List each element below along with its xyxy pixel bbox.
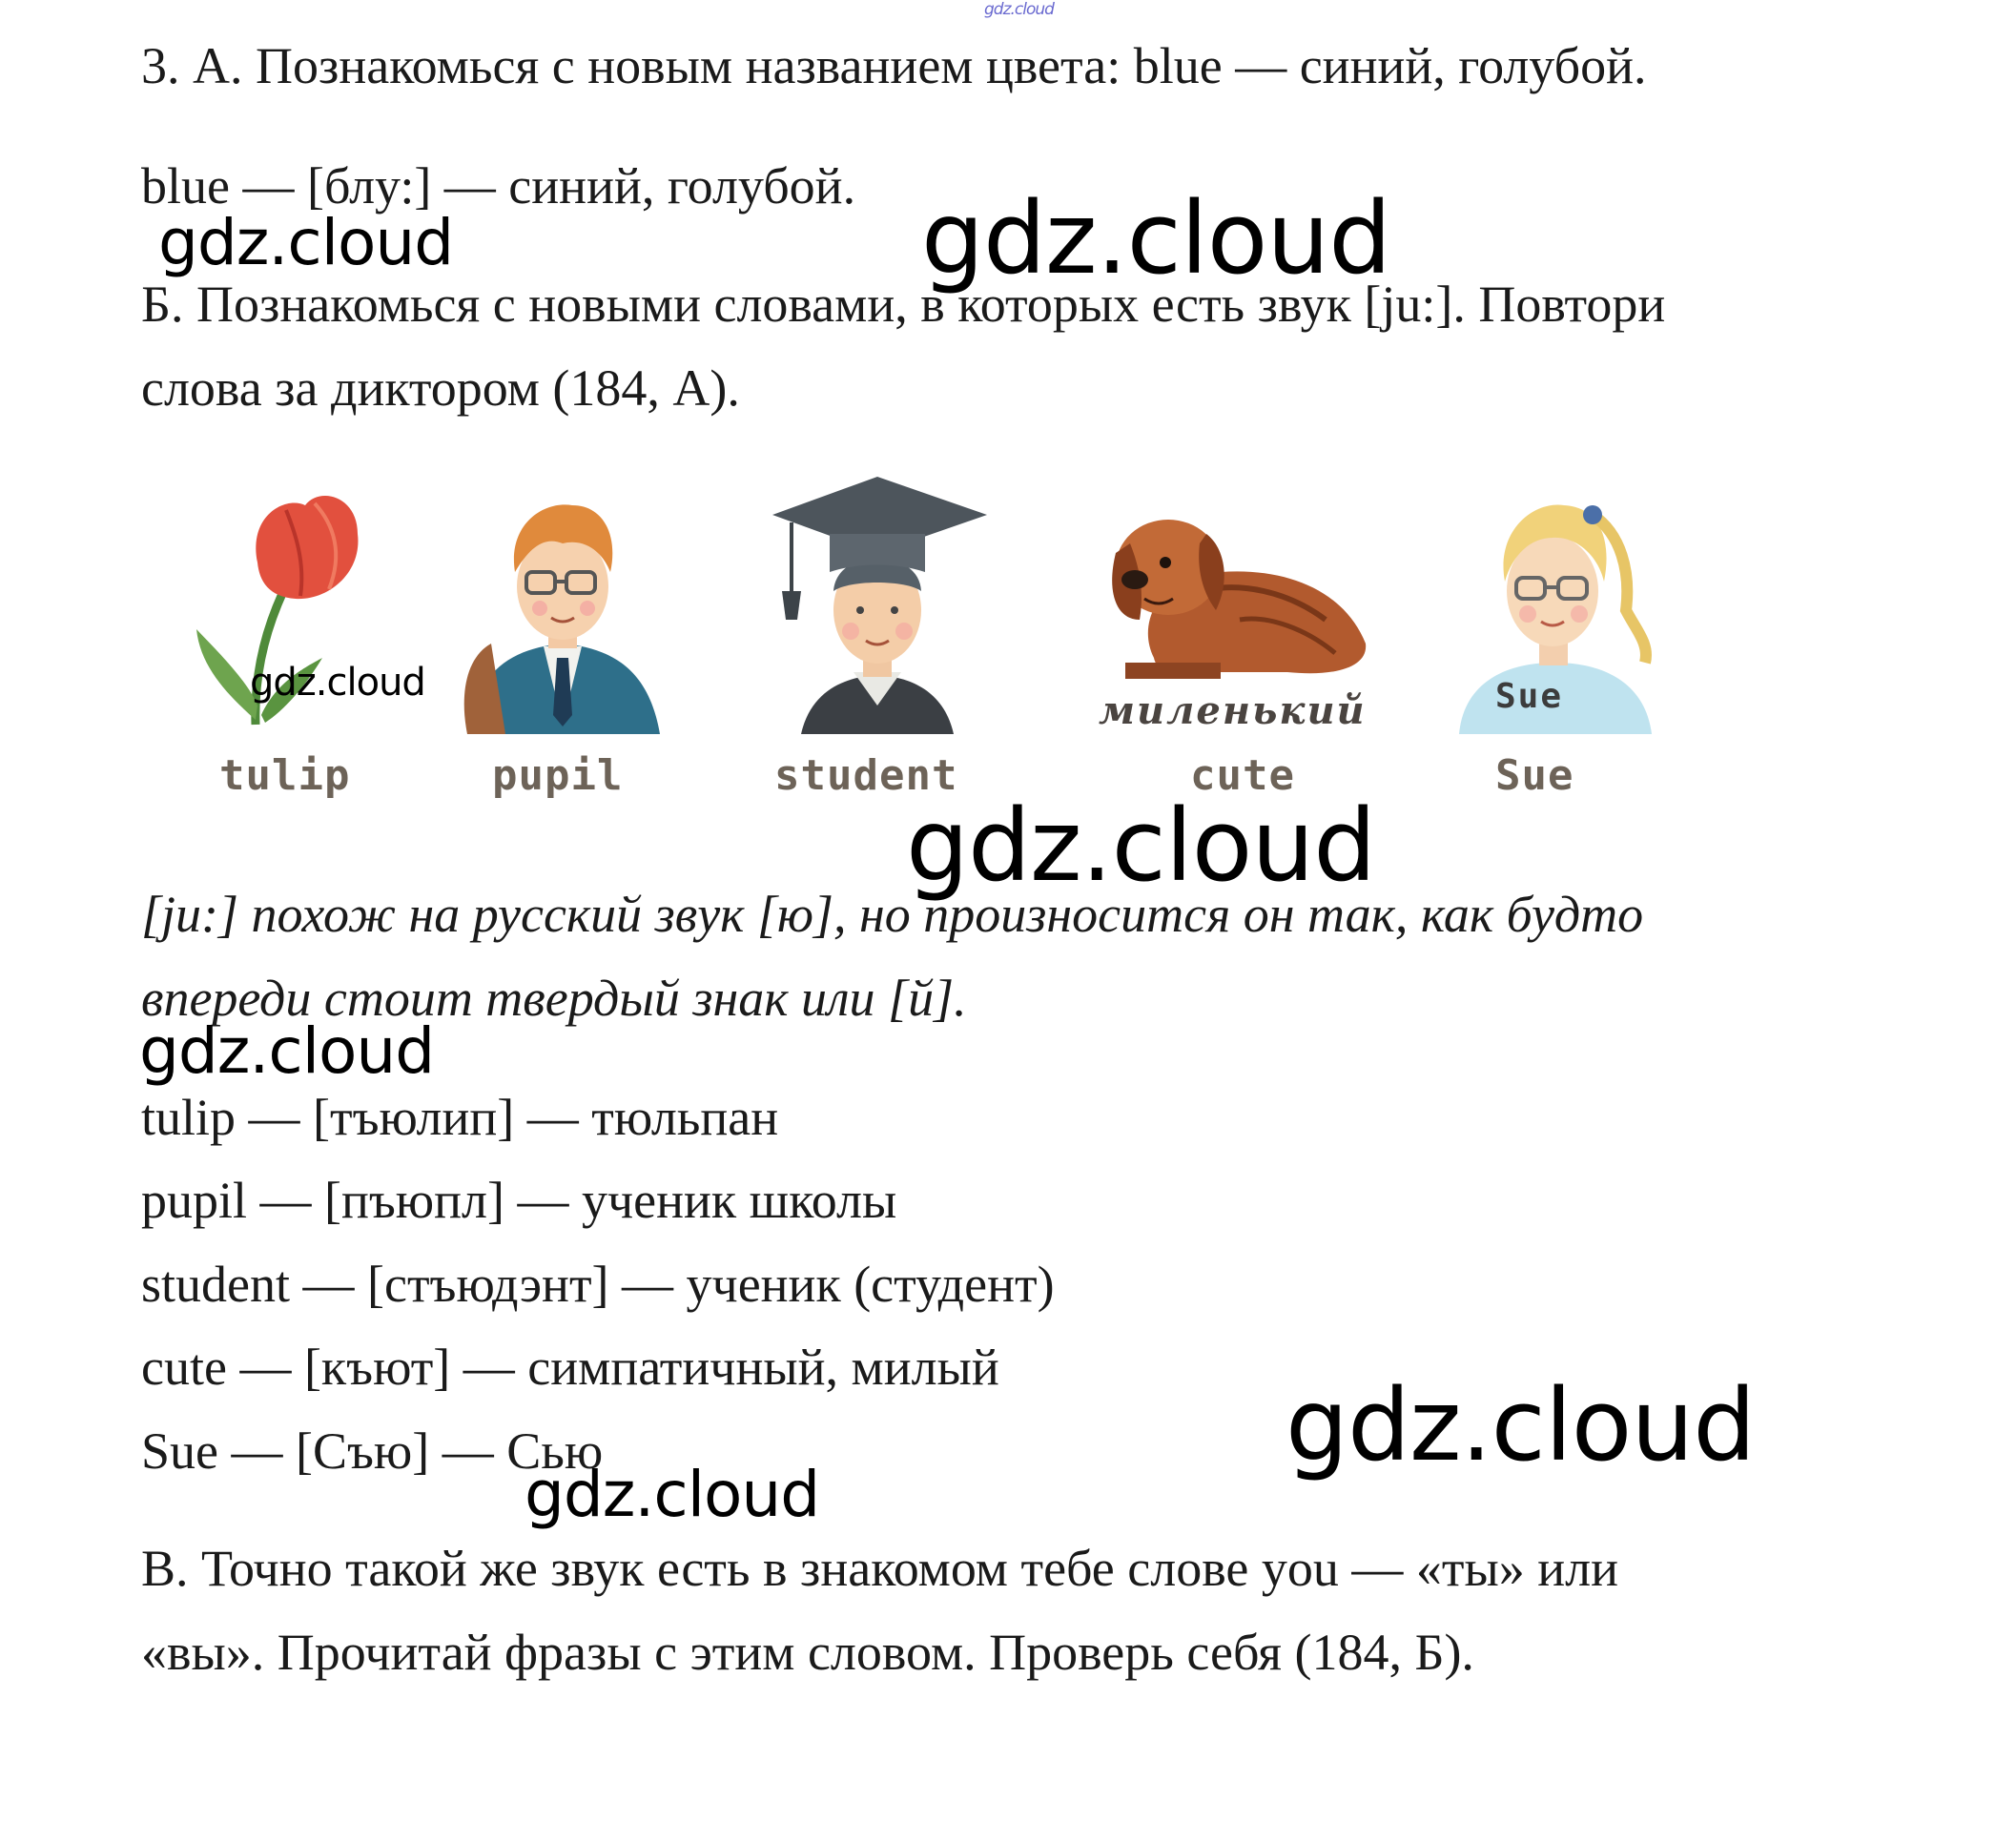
caption-cute: cute xyxy=(1190,751,1295,800)
vocabulary-pictures xyxy=(143,477,1669,820)
section-c-line1: В. Точно такой же звук есть в знакомом тебе слове you — «ты» или xyxy=(141,1540,1618,1597)
word-list-item: Sue — [Съю] — Сью xyxy=(141,1422,604,1480)
watermark: gdz.cloud xyxy=(158,206,454,279)
puppy-dog-icon xyxy=(1097,477,1383,696)
picture-sue xyxy=(1440,477,1669,800)
word-list-item: tulip — [тъюлип] — тюльпан xyxy=(141,1089,779,1146)
section-b-line2: слова за диктором (184, А). xyxy=(141,359,740,417)
watermark: gdz.cloud xyxy=(250,661,425,705)
caption-pupil: pupil xyxy=(492,751,624,800)
watermark: gdz.cloud xyxy=(921,180,1391,297)
section-c-line2: «вы». Прочитай фразы с этим словом. Проверь себя (184, Б). xyxy=(141,1624,1474,1681)
blue-definition: blue — [блу:] — синий, голубой. xyxy=(141,157,856,215)
shirt-label: Sue xyxy=(1495,677,1564,716)
section-b-line1: Б. Познакомься с новыми словами, в которых есть звук [ju:]. Повтори xyxy=(141,276,1666,333)
watermark: gdz.cloud xyxy=(1286,1367,1756,1483)
caption-student: student xyxy=(774,751,958,800)
picture-pupil xyxy=(448,477,677,800)
header-watermark: gdz.cloud xyxy=(984,0,1054,19)
watermark: gdz.cloud xyxy=(906,788,1376,904)
word-list-item: student — [стъюдэнт] — ученик (студент) xyxy=(141,1256,1055,1313)
word-list-item: pupil — [пъюпл] — ученик школы xyxy=(141,1172,897,1229)
exercise-title: 3. А. Познакомься с новым названием цвета: blue — синий, голубой. xyxy=(141,37,1647,94)
pronunciation-note-line1: [ju:] похож на русский звук [ю], но произносится он так, как будто xyxy=(141,886,1644,943)
watermark: gdz.cloud xyxy=(525,1458,820,1531)
picture-cute xyxy=(1097,477,1383,800)
caption-sue: Sue xyxy=(1495,751,1574,800)
caption-tulip: tulip xyxy=(219,751,351,800)
pronunciation-note-line2: впереди стоит твердый знак или [й]. xyxy=(141,970,967,1027)
handwritten-label: миленький xyxy=(1099,688,1367,733)
picture-student xyxy=(753,477,1001,800)
watermark: gdz.cloud xyxy=(139,1014,435,1088)
student-graduate-icon xyxy=(753,477,1001,744)
pupil-boy-icon xyxy=(448,477,677,744)
word-list-item: cute — [къют] — симпатичный, милый xyxy=(141,1339,999,1396)
